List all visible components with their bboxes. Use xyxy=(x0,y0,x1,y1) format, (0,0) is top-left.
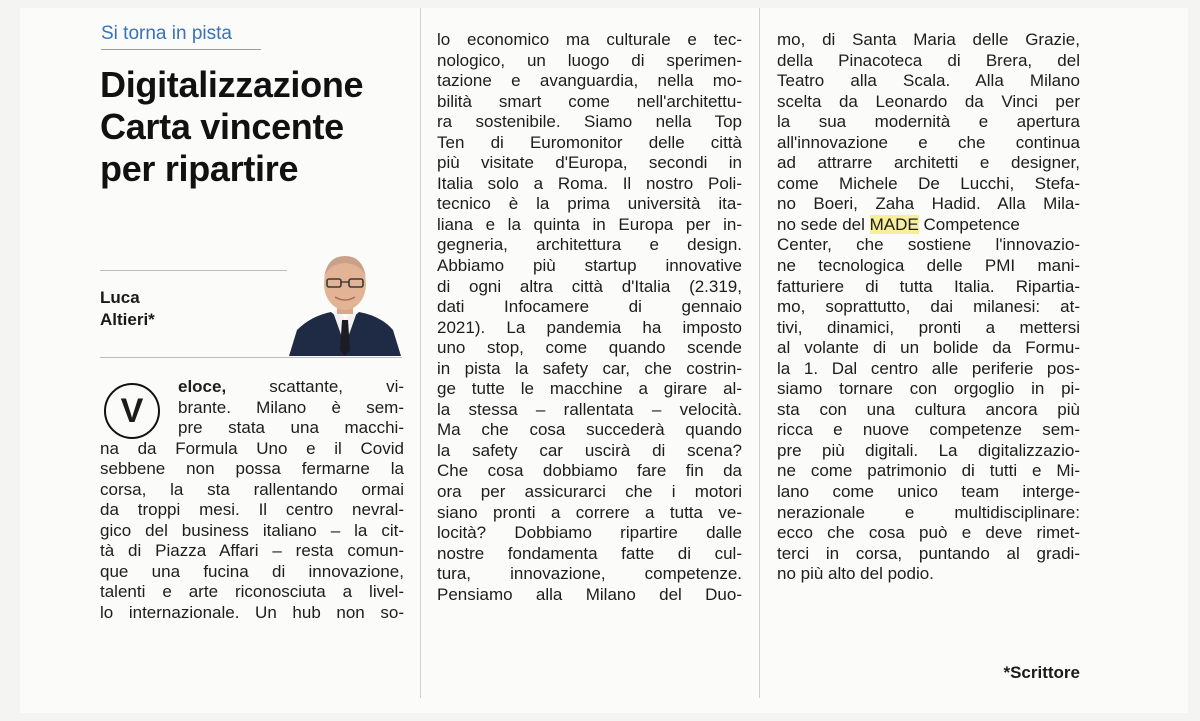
headline-line: per ripartire xyxy=(100,148,299,189)
text-line: pre stata una macchi- xyxy=(178,418,404,438)
drop-cap: V xyxy=(104,383,160,439)
text-line: la sua modernità e apertura xyxy=(777,112,1080,132)
text-line: in pista la safety car, che costrin- xyxy=(437,358,742,378)
text-line: ora per assicurarci che i motori xyxy=(437,482,742,502)
article-column-3 xyxy=(777,30,1080,585)
text-line: mo, soprattutto, dai milanesi: at- xyxy=(777,297,1080,317)
text-line: fatturiere di tutta Italia. Ripartia- xyxy=(777,276,1080,296)
text-line: da troppi mesi. Il centro nevral- xyxy=(100,500,404,520)
text-line: Che cosa dobbiamo fare fin da xyxy=(437,461,742,481)
text-line: ge tutte le macchine a girare al- xyxy=(437,379,742,399)
text-line: la safety car uscirà di scena? xyxy=(437,440,742,460)
text-line: terci in corsa, puntando al gradi- xyxy=(777,543,1080,563)
author-name xyxy=(100,287,220,331)
headline-line: Digitalizzazione xyxy=(100,64,364,105)
text-line: que una fucina di innovazione, xyxy=(100,561,404,581)
text-line: no sede del MADE Competence xyxy=(777,214,1020,234)
text-line: lo internazionale. Un hub non so- xyxy=(100,603,404,623)
text-line: uno stop, come quando scende xyxy=(437,338,742,358)
text-line: tecnico è la prima università ita- xyxy=(437,194,742,214)
text-line: siano pronti a correre a tutta ve- xyxy=(437,502,742,522)
text-line: Pensiamo alla Milano del Duo- xyxy=(437,584,742,604)
article-column-1 xyxy=(100,377,404,624)
text-line: brante. Milano è sem- xyxy=(178,397,404,417)
text-line: Center, che sostiene l'innovazio- xyxy=(777,235,1080,255)
author-last-name: Altieri* xyxy=(100,310,155,329)
text-line: na da Formula Uno e il Covid xyxy=(100,438,404,458)
text-line: la 1. Dal centro alle periferie pos- xyxy=(777,358,1080,378)
text-line: nerazionale e multidisciplinare: xyxy=(777,502,1080,522)
text-line: Ten di Euromonitor delle città xyxy=(437,132,742,152)
text-line: più visitate d'Europa, secondi in xyxy=(437,153,742,173)
text-line: no più alto del podio. xyxy=(777,564,934,584)
text-line: tazione e avanguardia, nella mo- xyxy=(437,71,742,91)
text-line: bilità smart come nell'architettu- xyxy=(437,91,742,111)
text-line: talenti e arte riconosciuta a livel- xyxy=(100,582,404,602)
text-line: lo economico ma culturale e tec- xyxy=(437,30,742,49)
text-line: nostre fondamenta fatte di cul- xyxy=(437,543,742,563)
text-line: siamo tornare con orgoglio in pi- xyxy=(777,379,1080,399)
column-divider xyxy=(759,8,760,698)
text-line: corsa, la sta rallentando ormai xyxy=(100,479,404,499)
text-line: dati Infocamere di gennaio xyxy=(437,297,742,317)
author-first-name: Luca xyxy=(100,288,140,307)
text-line: all'innovazione e che continua xyxy=(777,132,1080,152)
text-line: come Michele De Lucchi, Stefa- xyxy=(777,173,1080,193)
text-line: scelta da Leonardo da Vinci per xyxy=(777,91,1080,111)
text-line: della Pinacoteca di Brera, del xyxy=(777,50,1080,70)
section-kicker: Si torna in pista xyxy=(101,22,261,50)
author-photo xyxy=(287,250,403,356)
text-line: tà di Piazza Affari – resta comun- xyxy=(100,541,404,561)
highlighted-word: MADE xyxy=(869,214,919,234)
column-divider xyxy=(420,8,421,698)
text-line: 2021). La pandemia ha imposto xyxy=(437,317,742,337)
text-line: al volante di un bolide da Formu- xyxy=(777,338,1080,358)
text-line: ra sostenibile. Siamo nella Top xyxy=(437,112,742,132)
text-line: ne come patrimonio di tutti e Mi- xyxy=(777,461,1080,481)
text-line: Italia solo a Roma. Il nostro Poli- xyxy=(437,173,742,193)
headline-line: Carta vincente xyxy=(100,106,344,147)
text-line: sebbene non possa fermarne la xyxy=(100,459,404,479)
text-line: ad attrarre architetti e designer, xyxy=(777,153,1080,173)
text-line: Ma che cosa succederà quando xyxy=(437,420,742,440)
text-line: di ogni altra città d'Italia (2.319, xyxy=(437,276,742,296)
text-line: gico del business italiano – la cit- xyxy=(100,520,404,540)
text-line: la stessa – rallentata – velocità. xyxy=(437,399,742,419)
article-column-2 xyxy=(437,30,742,605)
author-signature: *Scrittore xyxy=(1003,663,1080,682)
text-line: ne tecnologica delle PMI mani- xyxy=(777,256,1080,276)
text-line: eloce, scattante, vi- xyxy=(178,377,405,396)
text-line: tivi, dinamici, pronti a mettersi xyxy=(777,317,1080,337)
text-line: Teatro alla Scala. Alla Milano xyxy=(777,71,1080,91)
text-line: ricca e nuove competenze sem- xyxy=(777,420,1080,440)
article-headline xyxy=(100,64,410,190)
text-line: tura, innovazione, competenze. xyxy=(437,564,742,584)
text-line: gegneria, architettura e design. xyxy=(437,235,742,255)
byline-rule xyxy=(100,357,402,358)
text-line: Abbiamo più startup innovative xyxy=(437,256,742,276)
text-line: ecco che cosa può e deve rimet- xyxy=(777,523,1080,543)
text-line: pre più digitali. La digitalizzazio- xyxy=(777,440,1080,460)
text-line: sta con una cultura ancora più xyxy=(777,399,1080,419)
text-line: no Boeri, Zaha Hadid. Alla Mila- xyxy=(777,194,1080,214)
text-line: liana e la quinta in Europa per in- xyxy=(437,214,742,234)
text-line: nologico, un luogo di sperimen- xyxy=(437,50,742,70)
text-line: mo, di Santa Maria delle Grazie, xyxy=(777,30,1080,49)
text-line: locità? Dobbiamo ripartire dalle xyxy=(437,523,742,543)
text-line: lano come unico team interge- xyxy=(777,482,1080,502)
